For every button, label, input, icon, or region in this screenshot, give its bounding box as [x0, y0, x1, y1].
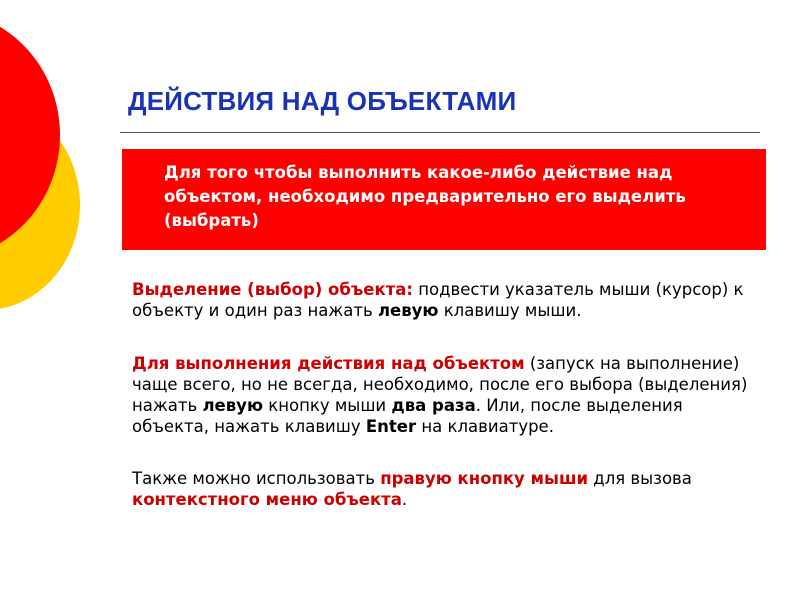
p3-text-c: . — [401, 490, 408, 509]
p1-bold-left: левую — [377, 301, 439, 320]
p2-bold-left: левую — [202, 396, 263, 415]
slide-title: ДЕЙСТВИЯ НАД ОБЪЕКТАМИ — [128, 86, 517, 116]
term-selection: Выделение (выбор) объекта: — [132, 280, 413, 299]
title-divider — [120, 132, 760, 133]
p2-text-a: (запуск на выполнение) чаще всего, но не всегда, необходимо, после его выбора (выделения) нажать — [132, 354, 748, 415]
callout-box — [122, 149, 766, 250]
term-action: Для выполнения действия над объектом — [132, 354, 525, 373]
term-right-button: правую кнопку мыши — [380, 469, 589, 488]
callout-text: Для того чтобы выполнить какое-либо действие над объектом, необходимо предварительно его выделить (выбрать) — [164, 163, 686, 230]
term-context-menu: контекстного меню объекта — [132, 490, 402, 509]
p2-text-d: на клавиатуре. — [416, 417, 554, 436]
slide-body — [132, 279, 762, 510]
paragraph-context-menu — [132, 468, 757, 510]
decorative-circles — [0, 0, 140, 330]
p3-text-b: для вызова — [588, 469, 692, 488]
p1-text-b: клавишу мыши. — [438, 301, 582, 320]
paragraph-action — [132, 353, 757, 437]
p2-text-c: . Или, после выделения объекта, нажать клавишу — [132, 396, 683, 436]
p3-text-a: Также можно использовать — [132, 469, 381, 488]
p1-text-a: подвести указатель мыши (курсор) к объекту и один раз нажать — [132, 280, 744, 320]
paragraph-selection — [132, 279, 757, 321]
p2-enter-key: Enter — [365, 417, 417, 436]
p2-text-b: кнопку мыши — [262, 396, 392, 415]
p2-bold-twice: два раза — [391, 396, 476, 415]
